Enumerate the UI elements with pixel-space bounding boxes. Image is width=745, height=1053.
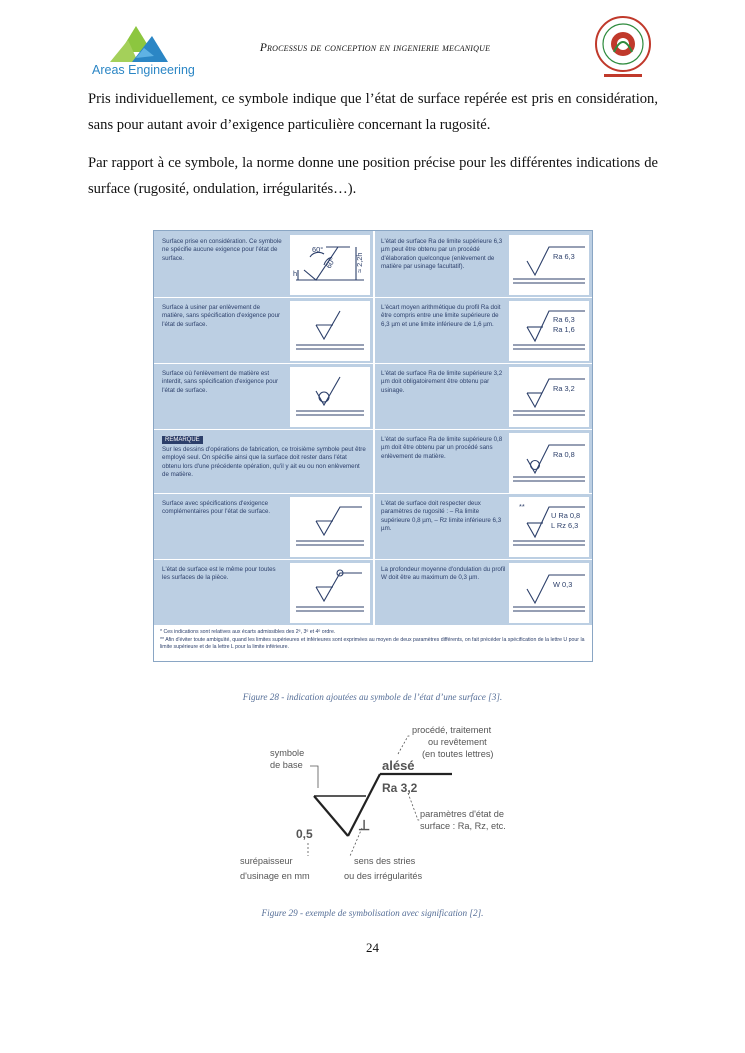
label-de-base: de base [270, 760, 303, 770]
left-row-1-symbol [290, 235, 370, 295]
figure-28-caption: Figure 28 - indication ajoutées au symbole de l’état d’une surface [3]. [242, 692, 503, 702]
logo-text: Areas Engineering [92, 63, 195, 77]
angle-60-right: 60° [323, 255, 338, 270]
ra-value: Ra 3,2 [382, 781, 418, 795]
right-row-1-text: L'état de surface Ra de limite supérieure 6,3 µm peut être obtenu par un procédé d'élaboration quelconque (enlèvement de matière par usinage facultatif). [381, 238, 503, 270]
label-procede: procédé, traitement [412, 725, 492, 735]
left-row-6-symbol [290, 563, 370, 623]
left-row-1-text: Surface prise en considération. Ce symbole ne spécifie aucune exigence pour l'état de surface. [162, 238, 282, 262]
process-value: alésé [382, 758, 415, 773]
footnote-1: * Ces indications sont relatives aux écarts admissibles des 2ᵉ, 3ᵉ et 4ᵉ ordre. [160, 629, 336, 635]
left-row-2-text: Surface à usiner par enlèvement de matière, sans spécification d'exigence pour l'état de surface. [162, 304, 281, 328]
right-row-4-text: L'état de surface Ra de limite supérieure 0,8 µm doit être obtenu par un procédé sans enlèvement de matière. [381, 436, 503, 460]
label-irregularites: ou des irrégularités [344, 871, 423, 881]
dim-2-2h: ≈ 2,2h [355, 252, 364, 273]
right-row-2-text: L'écart moyen arithmétique du profil Ra doit être compris entre une limite supérieure de 6,3 µm et une limite inférieure de 1,6 µm. [381, 304, 501, 328]
label-sens-stries: sens des stries [354, 856, 416, 866]
right-row-5-symbol [509, 497, 589, 557]
figure-28-table [153, 230, 593, 662]
label-ra-3-2: Ra 3,2 [553, 384, 575, 393]
paragraph-1: Pris individuellement, ce symbole indique que l’état de surface repérée est pris en considération, sans pour autant avoir d’exigence particulière concernant la rugosité. [88, 91, 658, 133]
footnote-2: ** Afin d'éviter toute ambiguïté, quand les limites supérieures et inférieures sont exprimées au moyen de deux paramètres différents, on fait précéder la spécification de la lettre U pour la limite supérieure et de la lettre L pour la limite inférieure. [160, 637, 585, 650]
label-u-ra-0-8: U Ra 0,8 [551, 511, 581, 520]
left-row-4-text: Sur les dessins d'opérations de fabrication, ce troisième symbole peut être employé seul. On spécifie ainsi que la surface doit rester dans l'état obtenu lors d'une précédente opération, qu'il y ait eu ou non enlèvement de matière. [162, 446, 366, 478]
right-row-4-symbol [509, 433, 589, 493]
label-usinage-mm: d'usinage en mm [240, 871, 310, 881]
label-ra-6-3: Ra 6,3 [553, 252, 575, 261]
label-ra-1-6-lower: Ra 1,6 [553, 325, 575, 334]
page-number: 24 [366, 940, 379, 955]
label-surface-ra-rz: surface : Ra, Rz, etc. [420, 821, 506, 831]
remark-badge: REMARQUE [162, 436, 203, 444]
dim-h: h [293, 269, 298, 278]
label-ra-0-8: Ra 0,8 [553, 450, 575, 459]
left-row-5-text: Surface avec spécifications d'exigence complémentaires pour l'état de surface. [162, 500, 271, 516]
areas-engineering-logo [88, 22, 203, 78]
header-title: Processus de conception en ingenierie mecanique [259, 42, 491, 54]
right-row-6-symbol [509, 563, 589, 623]
right-row-3-text: L'état de surface Ra de limite supérieure 3,2 µm doit obligatoirement être obtenu par usinage. [381, 370, 503, 394]
label-symbole: symbole [270, 748, 305, 758]
label-double-asterisk: ** [519, 502, 525, 511]
right-row-6-text: La profondeur moyenne d'ondulation du profil W doit être au maximum de 0,3 µm. [381, 566, 506, 582]
label-ra-6-3-upper: Ra 6,3 [553, 315, 575, 324]
label-l-rz-6-3: L Rz 6,3 [551, 521, 579, 530]
figure-29-caption: Figure 29 - exemple de symbolisation avec signification [2]. [261, 908, 484, 918]
label-surepaisseur: surépaisseur [240, 856, 293, 866]
left-row-5-symbol [290, 497, 370, 557]
right-row-3-symbol [509, 367, 589, 427]
right-row-5-text: L'état de surface doit respecter deux paramètres de rugosité : – Ra limite supérieure 0,8 µm, – Rz limite inférieure 6,3 µm. [381, 500, 502, 532]
label-lettres: (en toutes lettres) [422, 749, 494, 759]
institution-seal [592, 14, 654, 80]
left-row-3-symbol [290, 367, 370, 427]
figure-29-diagram [230, 718, 520, 888]
label-revetement: ou revêtement [428, 737, 487, 747]
left-row-3-text: Surface où l'enlèvement de matière est interdit, sans spécification d'exigence pour l'état de surface. [162, 370, 279, 394]
paragraph-2: Par rapport à ce symbole, la norme donne une position précise pour les différentes indications de surface (rugosité, ondulation, irrégularités…). [88, 155, 658, 197]
label-parametres: paramètres d'état de [420, 809, 504, 819]
left-row-2-symbol [290, 301, 370, 361]
left-row-6-text: L'état de surface est le même pour toutes les surfaces de la pièce. [162, 566, 276, 582]
angle-60-top: 60° [312, 245, 324, 254]
lay-symbol: ⊥ [358, 817, 371, 833]
right-row-1-symbol [509, 235, 589, 295]
allowance-value: 0,5 [296, 827, 313, 841]
label-w-0-3: W 0,3 [553, 580, 573, 589]
right-row-2-symbol [509, 301, 589, 361]
